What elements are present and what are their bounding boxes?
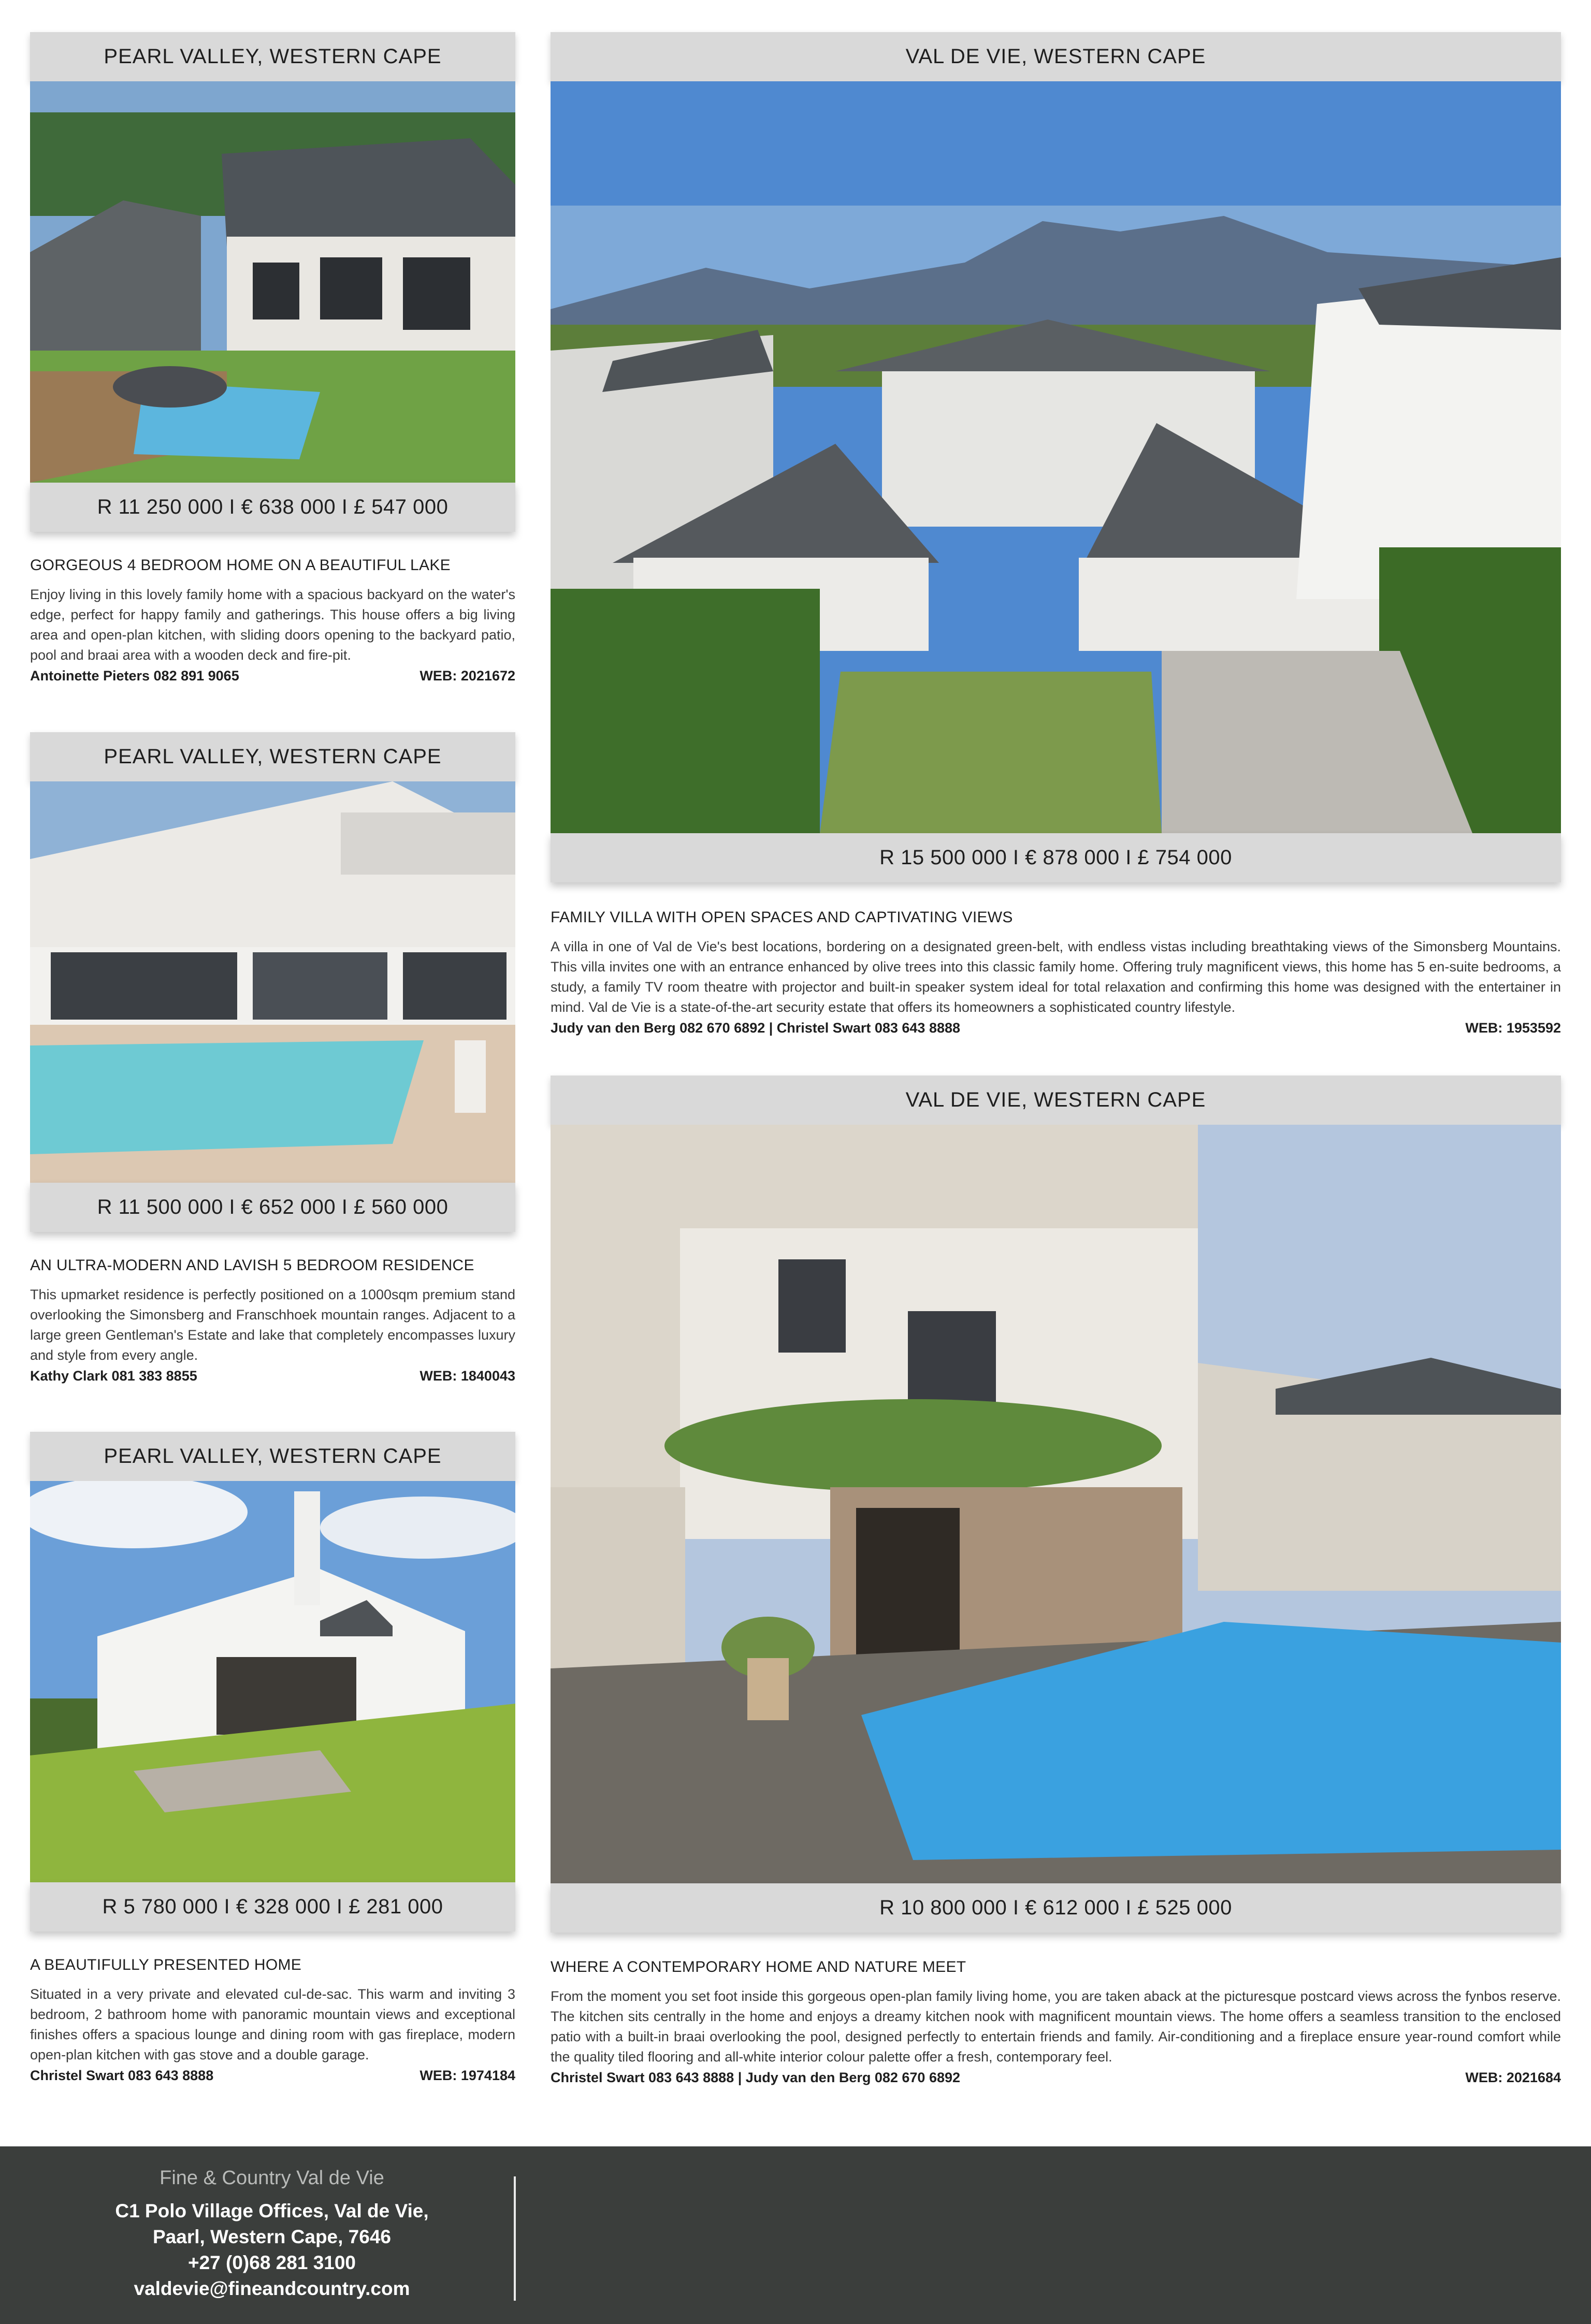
listing-text-2: [30, 1257, 515, 1386]
contact-row: [30, 1366, 515, 1386]
price-bar: R 11 250 000 I € 638 000 I £ 547 000: [30, 483, 515, 532]
location-header: PEARL VALLEY, WESTERN CAPE: [30, 732, 515, 781]
property-photo[interactable]: [30, 781, 515, 1183]
location-header: PEARL VALLEY, WESTERN CAPE: [30, 32, 515, 81]
office-footer: [0, 2146, 1591, 2324]
contact-row: [30, 2065, 515, 2086]
web-reference[interactable]: WEB: 1974184: [420, 2068, 515, 2083]
location-header: VAL DE VIE, WESTERN CAPE: [551, 1076, 1561, 1125]
listing-title: GORGEOUS 4 BEDROOM HOME ON A BEAUTIFUL LAKE: [30, 557, 451, 574]
listing-title: AN ULTRA-MODERN AND LAVISH 5 BEDROOM RESIDENCE: [30, 1257, 474, 1274]
price-bar: R 5 780 000 I € 328 000 I £ 281 000: [30, 1882, 515, 1931]
price-bar: R 10 800 000 I € 612 000 I £ 525 000: [551, 1883, 1561, 1933]
listing-text-5: [551, 1958, 1561, 2088]
listing-description: Situated in a very private and elevated cul-de-sac. This warm and inviting 3 bedroom, 2 bathroom home with panoramic mountain views and exceptional finishes offers a spacious lounge and dining room with gas fireplace, modern open-plan kitchen with gas stove and a double garage.: [30, 1986, 515, 2062]
email-link[interactable]: valdevie@fineandcountry.com: [134, 2278, 410, 2299]
property-photo[interactable]: [30, 81, 515, 483]
property-photo[interactable]: [30, 1481, 515, 1882]
listing-title: WHERE A CONTEMPORARY HOME AND NATURE MEET: [551, 1958, 966, 1976]
footer-divider: [514, 2176, 516, 2301]
listing-description: This upmarket residence is perfectly positioned on a 1000sqm premium stand overlooking the Simonsberg and Franschhoek mountain ranges. Adjacent to a large green Gentleman's Estate and lake that completely encompasses luxury and style from every angle.: [30, 1287, 515, 1363]
listing-card-3: [30, 1432, 515, 1934]
property-photo[interactable]: [551, 1125, 1561, 1883]
location-header: VAL DE VIE, WESTERN CAPE: [551, 32, 1561, 81]
listing-card-1: [30, 32, 515, 534]
agent-contact: Christel Swart 083 643 8888: [30, 2068, 214, 2083]
location-header: PEARL VALLEY, WESTERN CAPE: [30, 1432, 515, 1481]
listing-text-1: [30, 557, 515, 686]
price-bar: R 11 500 000 I € 652 000 I £ 560 000: [30, 1183, 515, 1232]
price-bar: R 15 500 000 I € 878 000 I £ 754 000: [551, 833, 1561, 882]
phone-number[interactable]: +27 (0)68 281 3100: [187, 2252, 356, 2273]
listing-card-2: [30, 732, 515, 1234]
web-reference[interactable]: WEB: 2021684: [1465, 2070, 1561, 2085]
agent-contact: Kathy Clark 081 383 8855: [30, 1368, 197, 1384]
listing-description: Enjoy living in this lovely family home with a spacious backyard on the water's edge, perfect for happy family and gatherings. This house offers a big living area and open-plan kitchen, with sliding doors opening to the backyard patio, pool and braai area with a wooden deck and fire-pit.: [30, 587, 515, 663]
listing-text-3: [30, 1956, 515, 2086]
listing-text-4: [551, 909, 1561, 1038]
listing-title: A BEAUTIFULLY PRESENTED HOME: [30, 1956, 302, 1973]
web-reference[interactable]: WEB: 1953592: [1465, 1020, 1561, 1036]
address-line-2: Paarl, Western Cape, 7646: [152, 2226, 391, 2247]
listing-description: From the moment you set foot inside this gorgeous open-plan family living home, you are taken aback at the picturesque postcard views across the fynbos reserve. The kitchen sits centrally in the home and enjoys a dreamy kitchen nook with magnificent mountain views. The home offers a seamless transition to the enclosed patio with a built-in braai overlooking the pool, designed perfectly to entertain friends and family. Air-conditioning and a fireplace ensure year-round comfort while the quality tiled flooring and all-white interior colour palette offer a fresh, contemporary feel.: [551, 1988, 1561, 2065]
agent-contact: Antoinette Pieters 082 891 9065: [30, 668, 239, 684]
agent-contact: Christel Swart 083 643 8888 | Judy van den Berg 082 670 6892: [551, 2070, 961, 2085]
listing-card-4: [551, 32, 1561, 882]
contact-row: [551, 1018, 1561, 1038]
web-reference[interactable]: WEB: 1840043: [420, 1368, 515, 1384]
agent-contact: Judy van den Berg 082 670 6892 | Christel Swart 083 643 8888: [551, 1020, 961, 1036]
office-contact-block: [78, 2198, 466, 2302]
listing-card-5: [551, 1076, 1561, 1933]
address-line-1: C1 Polo Village Offices, Val de Vie,: [115, 2200, 429, 2221]
web-reference[interactable]: WEB: 2021672: [420, 668, 515, 684]
listing-description: A villa in one of Val de Vie's best locations, bordering on a designated green-belt, with endless vistas including breathtaking views of the Simonsberg Mountains. This villa invites one with an entrance enhanced by olive trees into this classic family home. Offering truly magnificent views, this home has 5 en-suite bedrooms, a study, a family TV room theatre with projector and built-in speaker system ideal for total relaxation and confirming this home was designed with the entertainer in mind. Val de Vie is a state-of-the-art security estate that offers its homeowners a sophisticated country lifestyle.: [551, 939, 1561, 1015]
listing-title: FAMILY VILLA WITH OPEN SPACES AND CAPTIVATING VIEWS: [551, 909, 1013, 926]
property-photo[interactable]: [551, 81, 1561, 833]
contact-row: [30, 665, 515, 686]
brand-name: Fine & Country Val de Vie: [160, 2167, 384, 2189]
contact-row: [551, 2067, 1561, 2088]
